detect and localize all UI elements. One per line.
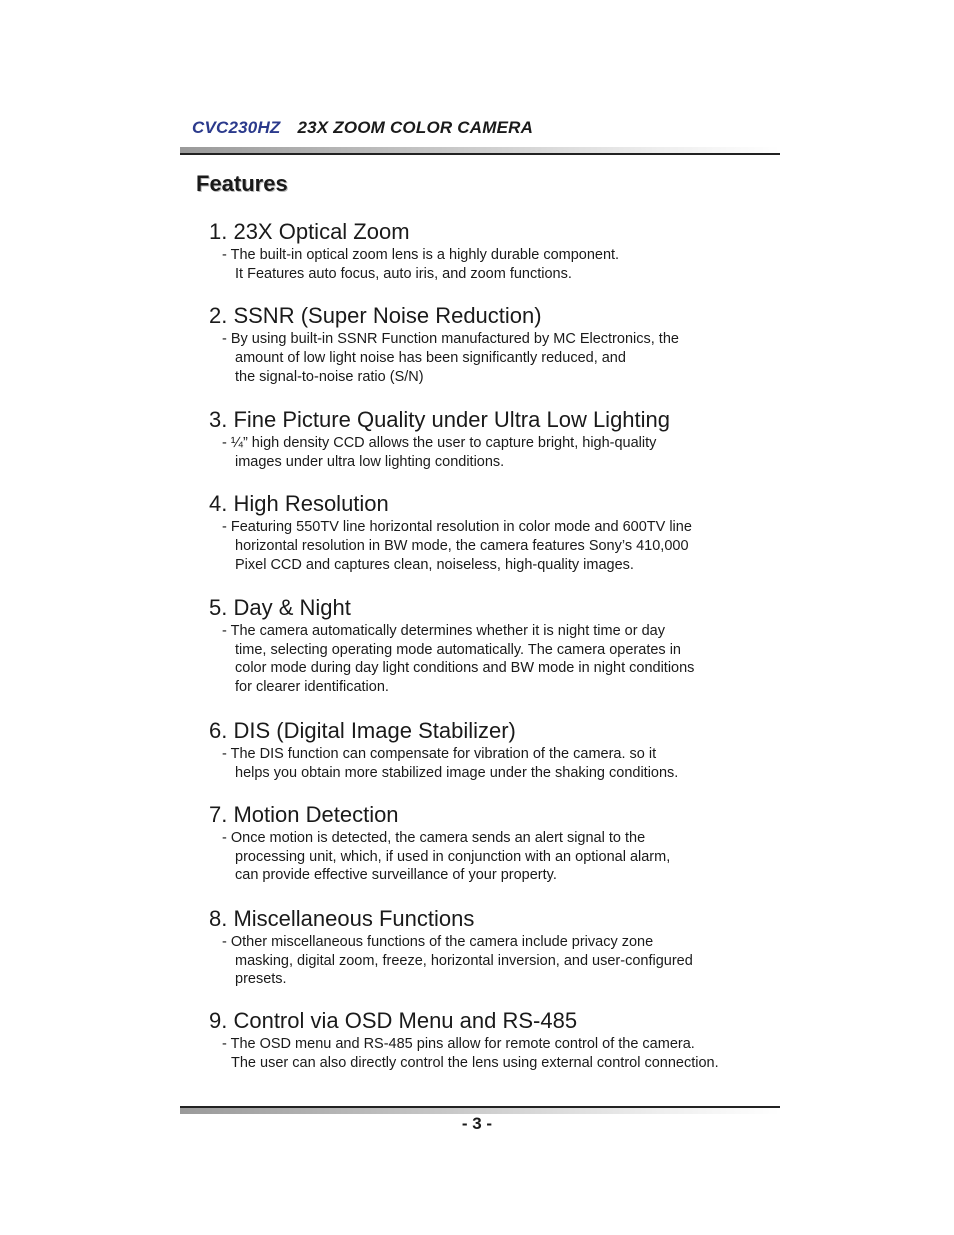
description-line: It Features auto focus, auto iris, and zoom functions. <box>235 265 572 282</box>
description-line: Pixel CCD and captures clean, noiseless, high-quality images. <box>235 557 634 573</box>
description-line: - The camera automatically determines whether it is night time or day <box>222 623 665 639</box>
feature-description <box>209 246 769 283</box>
feature-heading: 6. DIS (Digital Image Stabilizer) <box>209 718 516 743</box>
description-line: time, selecting operating mode automatically. The camera operates in <box>235 641 681 658</box>
feature-description <box>209 434 769 471</box>
description-line: - Other miscellaneous functions of the camera include privacy zone <box>222 934 654 950</box>
description-line: - ¼” high density CCD allows the user to capture bright, high-quality <box>222 435 657 451</box>
description-line: helps you obtain more stabilized image under the shaking conditions. <box>235 764 679 781</box>
feature-item <box>209 218 769 283</box>
description-line: masking, digital zoom, freeze, horizontal inversion, and user-configured <box>235 952 693 969</box>
feature-description <box>209 518 769 576</box>
description-line: The user can also directly control the lens using external control connection. <box>231 1054 719 1071</box>
description-line: the signal-to-noise ratio (S/N) <box>235 369 424 385</box>
document-title: 23X ZOOM COLOR CAMERA <box>297 118 534 137</box>
section-title: Features <box>196 171 288 196</box>
description-line: - The DIS function can compensate for vibration of the camera. so it <box>222 746 657 762</box>
description-line: can provide effective surveillance of your property. <box>235 867 557 883</box>
feature-heading: 4. High Resolution <box>209 491 389 516</box>
feature-heading: 2. SSNR (Super Noise Reduction) <box>209 303 542 328</box>
description-line: - The built-in optical zoom lens is a highly durable component. <box>222 247 620 263</box>
model-name: CVC230HZ <box>192 118 281 137</box>
description-line: - Once motion is detected, the camera sends an alert signal to the <box>222 830 646 846</box>
description-line: - By using built-in SSNR Function manufactured by MC Electronics, the <box>222 331 679 347</box>
feature-description <box>209 1035 769 1072</box>
feature-heading: 7. Motion Detection <box>209 802 399 827</box>
feature-heading: 3. Fine Picture Quality under Ultra Low Lighting <box>209 407 671 432</box>
feature-item <box>209 1007 769 1072</box>
feature-description <box>209 622 769 696</box>
feature-heading: 8. Miscellaneous Functions <box>209 906 475 931</box>
feature-item <box>209 594 769 696</box>
feature-description <box>209 933 769 989</box>
description-line: - Featuring 550TV line horizontal resolution in color mode and 600TV line <box>222 519 692 535</box>
feature-item <box>209 302 769 388</box>
description-line: color mode during day light conditions and BW mode in night conditions <box>235 660 695 676</box>
feature-heading: 9. Control via OSD Menu and RS-485 <box>209 1008 578 1033</box>
page-header <box>192 118 533 138</box>
description-line: for clearer identification. <box>235 678 389 695</box>
description-line: amount of low light noise has been significantly reduced, and <box>235 349 626 366</box>
feature-description <box>209 829 769 885</box>
feature-description <box>209 330 769 388</box>
description-line: presets. <box>235 971 287 987</box>
description-line: images under ultra low lighting conditions. <box>235 453 505 470</box>
feature-item <box>209 801 769 885</box>
description-line: processing unit, which, if used in conjunction with an optional alarm, <box>235 848 671 865</box>
page-number: - 3 - <box>461 1114 493 1133</box>
footer-rule <box>180 1106 780 1114</box>
description-line: - The OSD menu and RS-485 pins allow for remote control of the camera. <box>222 1036 695 1052</box>
feature-description <box>209 745 769 782</box>
feature-item <box>209 406 769 471</box>
feature-heading: 5. Day & Night <box>209 595 351 620</box>
header-rule <box>180 147 780 155</box>
feature-item <box>209 905 769 989</box>
feature-item <box>209 717 769 782</box>
feature-heading: 1. 23X Optical Zoom <box>209 219 410 244</box>
description-line: horizontal resolution in BW mode, the camera features Sony’s 410,000 <box>235 537 689 554</box>
feature-item <box>209 490 769 576</box>
